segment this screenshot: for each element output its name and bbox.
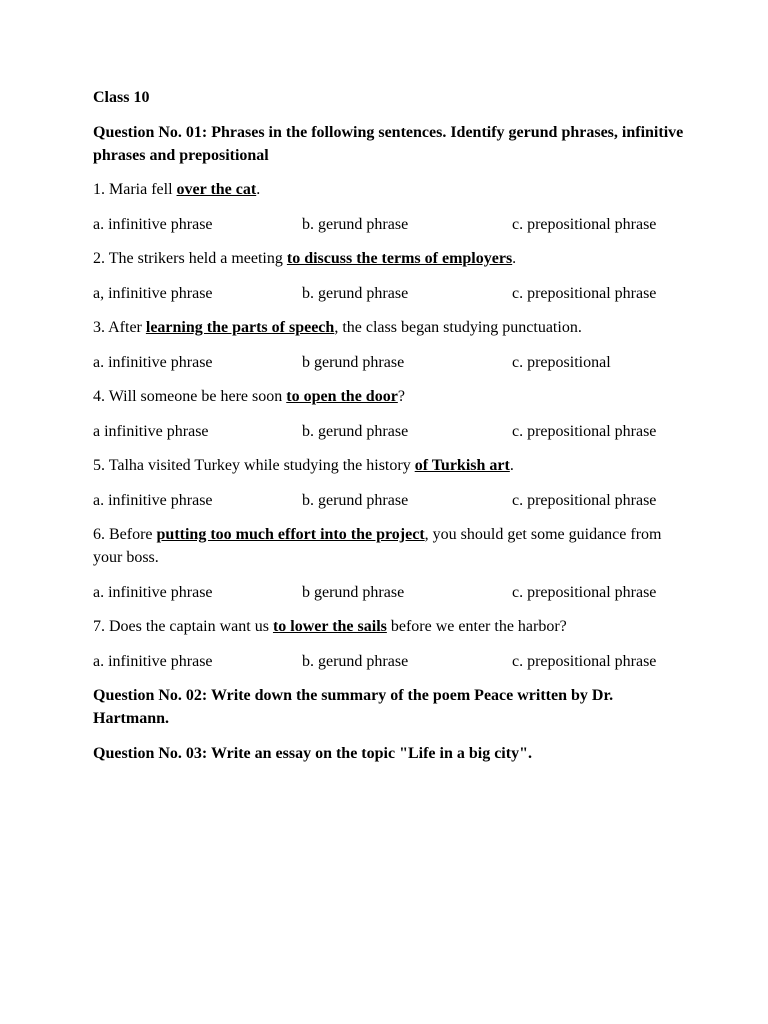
option-c: c. prepositional phrase [512, 652, 657, 670]
option-a: a, infinitive phrase [93, 284, 213, 302]
item-text: . [256, 181, 261, 198]
option-c: c. prepositional [512, 353, 611, 371]
item-text: 4. Will someone be here soon [93, 388, 287, 405]
underlined-phrase: learning the parts of speech [145, 319, 335, 336]
option-a: a infinitive phrase [93, 422, 209, 440]
option-b: b. gerund phrase [302, 491, 409, 509]
option-b: b gerund phrase [302, 583, 405, 601]
option-a: a. infinitive phrase [93, 491, 213, 509]
item-text: 5. Talha visited Turkey while studying the history [93, 457, 415, 474]
question-item-5 [93, 454, 693, 477]
option-a: a. infinitive phrase [93, 583, 213, 601]
item-text: before we enter the harbor? [386, 618, 567, 635]
underlined-phrase: to lower the sails [272, 618, 387, 635]
option-c: c. prepositional phrase [512, 491, 657, 509]
underlined-phrase: to open the door [286, 388, 398, 405]
option-c: c. prepositional phrase [512, 422, 657, 440]
question-item-3 [93, 316, 693, 339]
item-text: . [509, 457, 514, 474]
option-b: b. gerund phrase [302, 215, 409, 233]
item-text: , the class began studying punctuation. [334, 319, 582, 336]
question-item-1 [93, 178, 693, 201]
option-c: c. prepositional phrase [512, 583, 657, 601]
underlined-phrase: of Turkish art [414, 457, 510, 474]
answer-options-4 [93, 420, 693, 443]
item-text: . [512, 250, 517, 267]
option-a: a. infinitive phrase [93, 215, 213, 233]
document-page [93, 86, 693, 776]
question-item-4 [93, 385, 693, 408]
answer-options-5 [93, 489, 693, 512]
answer-options-3 [93, 351, 693, 374]
underlined-phrase: putting too much effort into the project [156, 526, 425, 543]
question-item-6 [93, 523, 693, 569]
option-a: a. infinitive phrase [93, 353, 213, 371]
class-title: Class 10 [93, 89, 150, 106]
item-text: ? [397, 388, 405, 405]
answer-options-2 [93, 282, 693, 305]
item-text: , you should get some guidance from your boss. [93, 526, 662, 566]
underlined-phrase: to discuss the terms of employers [286, 250, 513, 267]
question-item-7 [93, 615, 693, 638]
option-b: b. gerund phrase [302, 652, 409, 670]
item-text: 2. The strikers held a meeting [93, 250, 287, 267]
item-text: 6. Before [93, 526, 157, 543]
question-3-heading: Question No. 03: Write an essay on the topic "Life in a big city". [93, 744, 532, 762]
question-1-heading: Question No. 01: Phrases in the following sentences. Identify gerund phrases, infinitive phrases and prepositional [93, 123, 684, 164]
option-b: b gerund phrase [302, 353, 405, 371]
option-a: a. infinitive phrase [93, 652, 213, 670]
option-c: c. prepositional phrase [512, 284, 657, 302]
underlined-phrase: over the cat [176, 181, 257, 198]
item-text: 1. Maria fell [93, 181, 177, 198]
answer-options-6 [93, 581, 693, 604]
option-c: c. prepositional phrase [512, 215, 657, 233]
answer-options-7 [93, 650, 693, 673]
answer-options-1 [93, 213, 693, 236]
item-text: 7. Does the captain want us [93, 618, 273, 635]
question-item-2 [93, 247, 693, 270]
question-2-heading: Question No. 02: Write down the summary of the poem Peace written by Dr. Hartmann. [93, 687, 614, 727]
option-b: b. gerund phrase [302, 284, 409, 302]
item-text: 3. After [93, 319, 146, 336]
option-b: b. gerund phrase [302, 422, 409, 440]
